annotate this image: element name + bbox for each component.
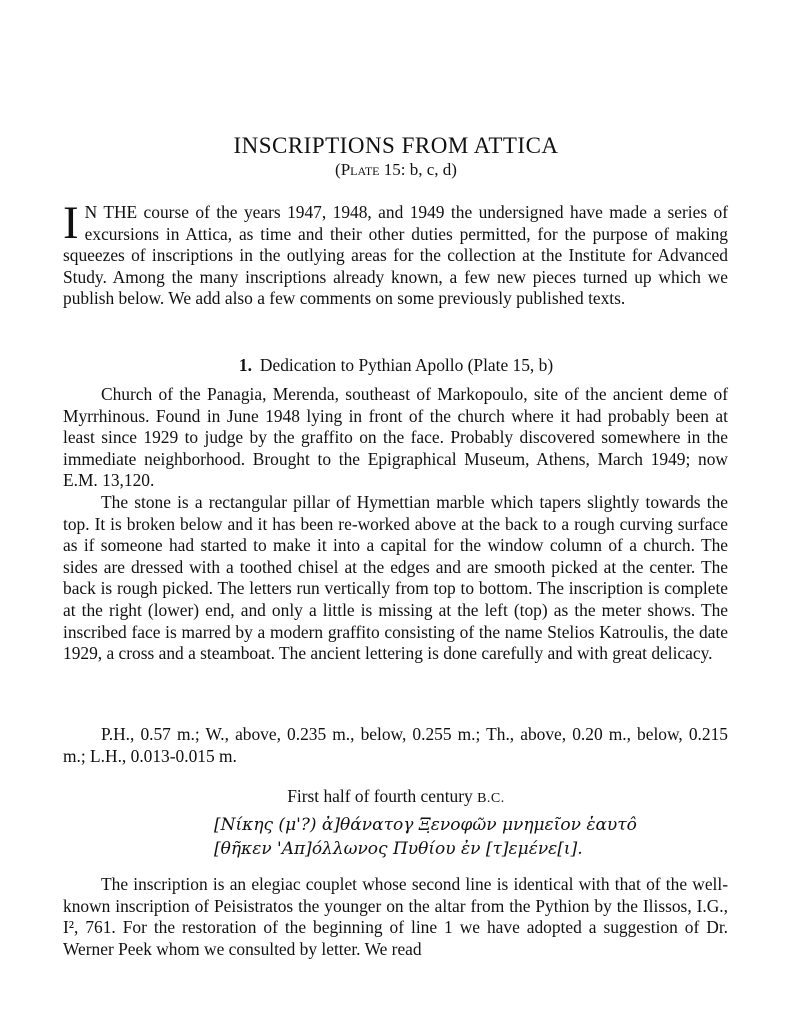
plate-numbers: 15: b, c, d) bbox=[379, 160, 457, 179]
section-heading bbox=[0, 355, 792, 376]
dimensions-paragraph bbox=[63, 724, 728, 767]
drop-cap: I bbox=[63, 197, 79, 249]
section-number: 1. bbox=[238, 355, 252, 375]
paragraph-description: The stone is a rectangular pillar of Hymettian marble which tapers slightly towards the top. It is broken below and it has been re-worked above at the back to a rough curving surface as if someone had started to make it into a capital for the window column of a church. The sides are dressed with a toothed chisel at the edges and are smooth picked at the center. The back is rough picked. The letters run vertically from top to bottom. The inscription is complete at the right (lower) end, and only a little is missing at the left (top) as the meter shows. The inscribed face is marred by a modern graffito consisting of the name Stelios Katroulis, the date 1929, a cross and a steamboat. The ancient lettering is done carefully and with great delicacy. bbox=[63, 491, 728, 664]
date-prefix: First half of fourth century bbox=[287, 786, 478, 806]
intro-text: N THE course of the years 1947, 1948, and 1949 the undersigned have made a series of excursions in Attica, as time and their other duties permitted, for the purpose of making squeezes of inscriptions in the outlying areas for the collection at the Institute for Advanced Study. Among the many inscriptions already known, a few new pieces turned up which we publish below. We add also a few comments on some previously published texts. bbox=[63, 202, 728, 309]
plate-open-paren: ( bbox=[335, 160, 341, 179]
page-title: INSCRIPTIONS FROM ATTICA bbox=[233, 133, 559, 159]
commentary-text: The inscription is an elegiac couplet whose second line is identical with that of the well-known inscription of Peisistratos the younger on the altar from the Pythion by the Ilissos, I.G., I², 761. For the restoration of the beginning of line 1 we have adopted a suggestion of Dr. Werner Peek whom we consulted by letter. We read bbox=[63, 874, 728, 959]
greek-inscription-line-1: [Νίκης (μ'?) ἀ]θάνατογ Ξ̣ενοφῶν μνημεῖον ἑαυτô bbox=[214, 815, 637, 835]
section-body bbox=[63, 384, 728, 665]
dimensions-text: P.H., 0.57 m.; W., above, 0.235 m., below, 0.255 m.; Th., above, 0.20 m., below, 0.215 m.; L.H., 0.013-0.015 m. bbox=[63, 724, 728, 766]
plate-reference bbox=[0, 160, 792, 180]
date-line bbox=[0, 786, 792, 807]
plate-word: Plate bbox=[340, 160, 380, 179]
intro-paragraph bbox=[63, 197, 728, 310]
paragraph-findspot: Church of the Panagia, Merenda, southeast of Markopoulo, site of the ancient deme of Myrrhinous. Found in June 1948 lying in front of the church where it had probably been at least since 1929 to judge by the graffito on the face. Probably discovered somewhere in the immediate neighborhood. Brought to the Epigraphical Museum, Athens, March 1949; now E.M. 13,120. bbox=[63, 384, 728, 491]
section-title: Dedication to Pythian Apollo (Plate 15, b) bbox=[259, 355, 554, 375]
commentary-paragraph bbox=[63, 874, 728, 960]
date-era: B.C. bbox=[477, 791, 505, 806]
greek-inscription-line-2: [θῆκεν 'Απ]όλλωνος Πυθίου ἐν [τ]εμένε[ι]. bbox=[214, 839, 583, 859]
